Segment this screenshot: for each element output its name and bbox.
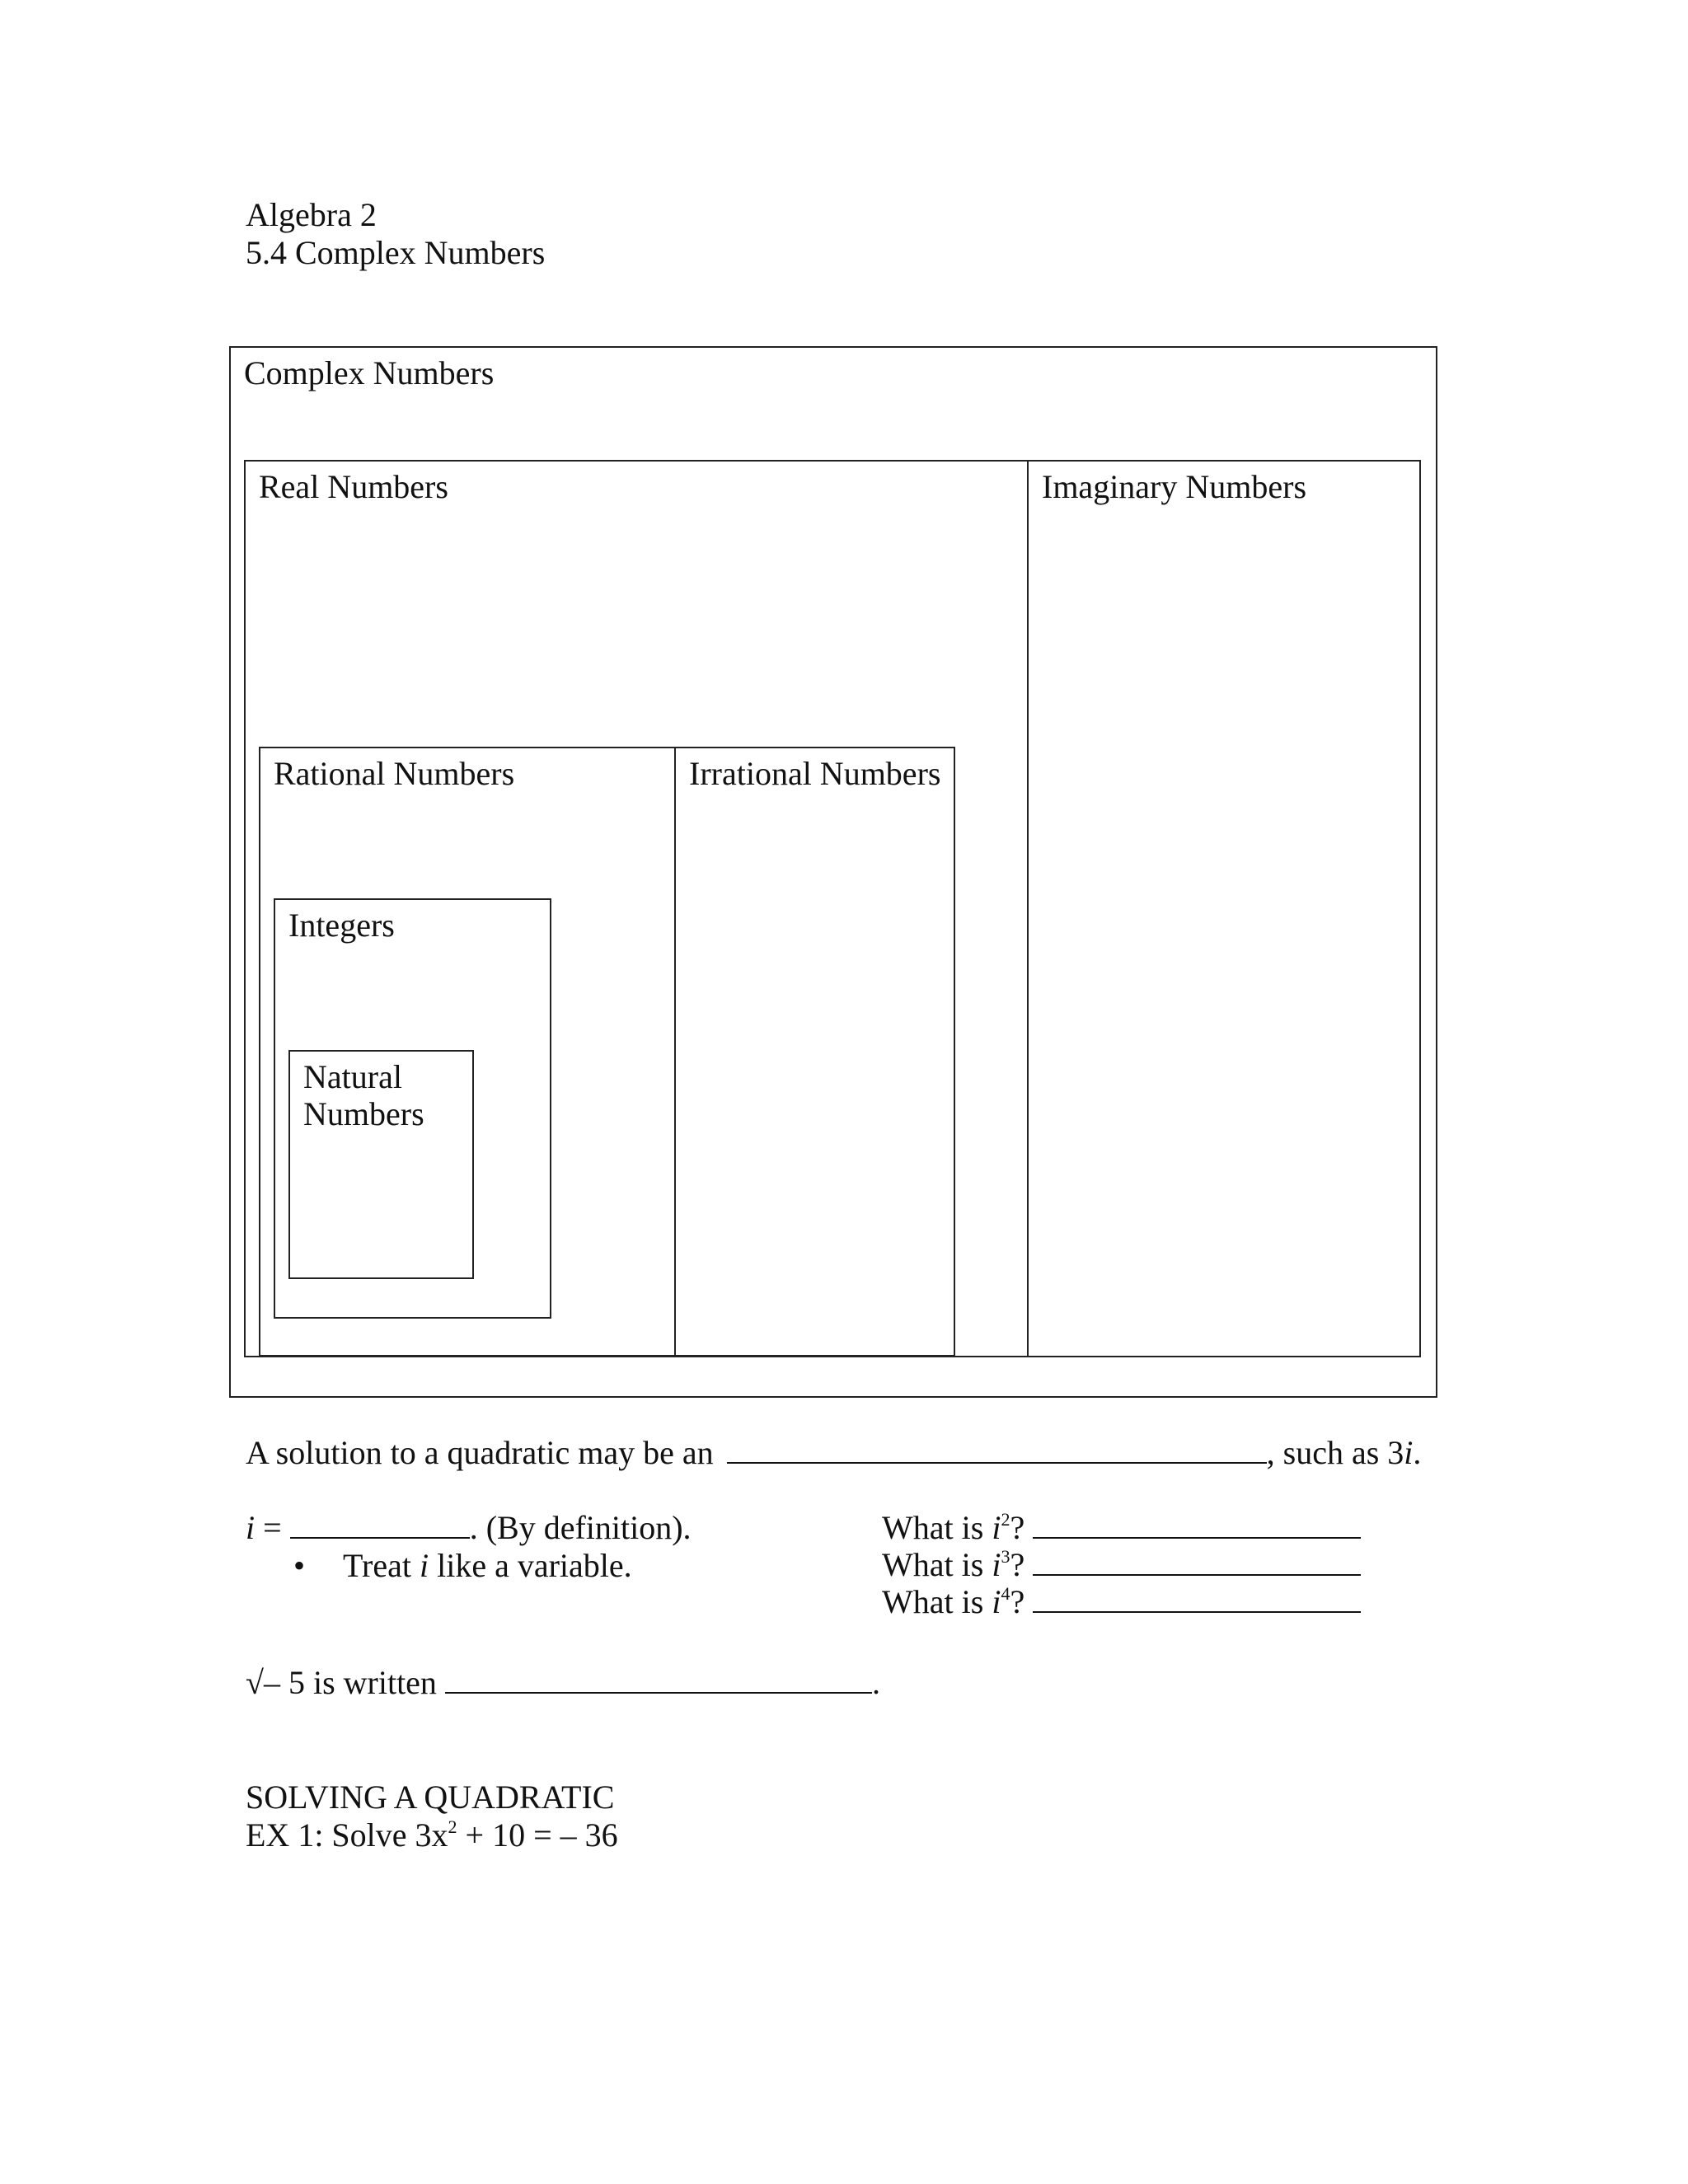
question-mark: ? [1010,1583,1025,1620]
course-title: Algebra 2 [246,196,377,233]
solution-sentence [246,1434,1421,1472]
i-blank [290,1509,470,1539]
power-var: i [992,1583,1001,1620]
natural-numbers-label-line2: Numbers [303,1095,424,1132]
real-numbers-label: Real Numbers [259,468,448,505]
power2-exp: 2 [1001,1509,1010,1530]
power2-blank [1033,1509,1361,1539]
irrational-numbers-label: Irrational Numbers [689,755,941,792]
what-is-label: What is [882,1546,992,1583]
power4-exp: 4 [1001,1583,1010,1604]
treat-bullet [293,1547,632,1585]
power3-question [882,1546,1361,1584]
treat-var: i [419,1547,429,1584]
power3-exp: 3 [1001,1546,1010,1567]
power3-blank [1033,1546,1361,1576]
imaginary-numbers-box [1027,460,1421,1357]
solution-end: . [1413,1434,1422,1471]
question-mark: ? [1010,1546,1025,1583]
example-exp: 2 [448,1816,457,1837]
rational-numbers-label: Rational Numbers [274,755,515,792]
solving-heading: SOLVING A QUADRATIC [246,1779,615,1816]
natural-numbers-box [288,1050,474,1279]
i-var: i [246,1509,256,1546]
sqrt-text: √– 5 is written [246,1664,437,1701]
solution-var: i [1404,1434,1414,1471]
solution-prefix: A solution to a quadratic may be an [246,1434,714,1471]
i-definition [246,1509,692,1547]
example-1 [246,1816,618,1854]
example-suffix: + 10 = – 36 [457,1816,618,1854]
what-is-label: What is [882,1509,992,1546]
integers-label: Integers [288,907,395,944]
natural-numbers-label [303,1058,424,1132]
sqrt-end: . [871,1664,880,1701]
power4-blank [1033,1583,1361,1613]
lesson-title: 5.4 Complex Numbers [246,234,546,271]
example-prefix: EX 1: Solve 3x [246,1816,448,1854]
bullet-icon: • [293,1547,306,1584]
power-var: i [992,1509,1001,1546]
power4-question [882,1583,1361,1621]
irrational-numbers-box [674,747,955,1357]
power-var: i [992,1546,1001,1583]
sqrt-sentence [246,1664,880,1702]
question-mark: ? [1010,1509,1025,1546]
power2-question [882,1509,1361,1547]
treat-suffix: like a variable. [429,1547,632,1584]
i-def-text: . (By definition). [469,1509,692,1546]
what-is-label: What is [882,1583,992,1620]
sqrt-blank [445,1664,872,1694]
i-equals: = [255,1509,282,1546]
solution-suffix: , such as 3 [1266,1434,1404,1471]
natural-numbers-label-line1: Natural [303,1058,402,1095]
treat-prefix: Treat [343,1547,420,1584]
solution-blank [727,1434,1267,1464]
imaginary-numbers-label: Imaginary Numbers [1042,468,1307,505]
complex-numbers-label: Complex Numbers [244,354,495,391]
